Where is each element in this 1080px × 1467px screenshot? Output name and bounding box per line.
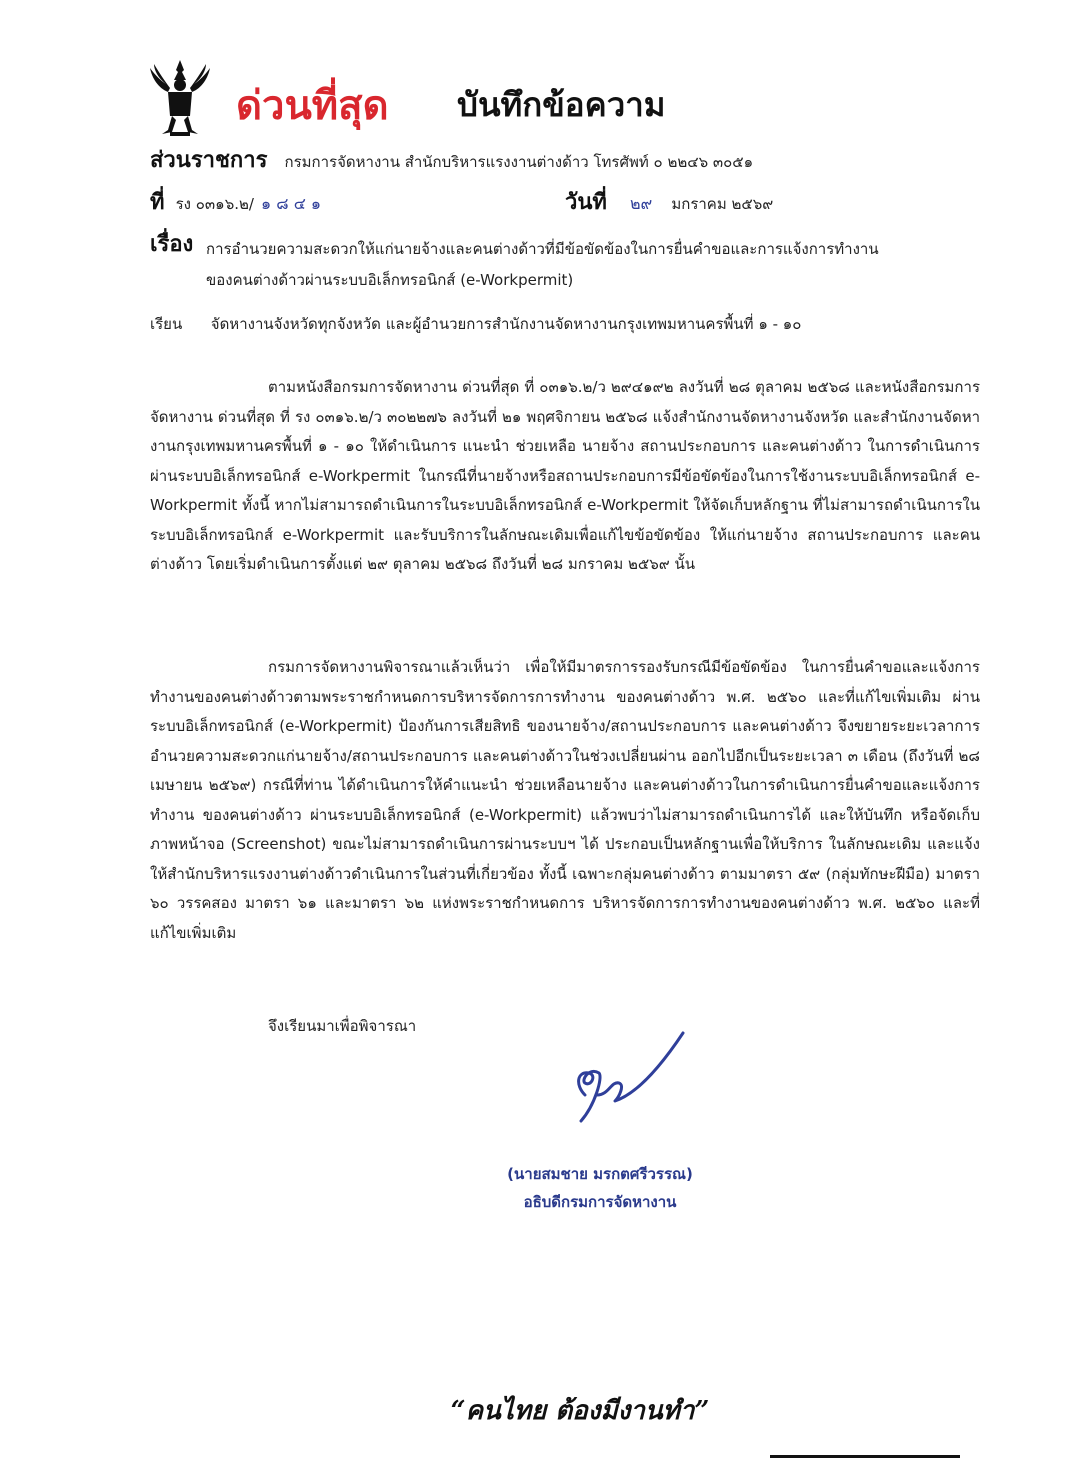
document-type-title: บันทึกข้อความ: [457, 85, 666, 124]
salutation-row: [150, 312, 801, 336]
signature-mark: [545, 1025, 705, 1135]
date-day: ๒๙: [630, 194, 653, 213]
reference-prefix: รง ๐๓๑๖.๒/: [175, 195, 254, 213]
garuda-emblem-icon: [148, 58, 212, 138]
signer-name: (นายสมชาย มรกตศรีวรรณ): [507, 1165, 693, 1183]
date-month-year: มกราคม ๒๕๖๙: [671, 195, 774, 213]
urgency-stamp: ด่วนที่สุด: [236, 82, 389, 129]
salutation-label: เรียน: [150, 315, 183, 333]
agency-label: ส่วนราชการ: [150, 148, 268, 173]
date-row: [565, 192, 773, 214]
reference-label: ที่: [150, 190, 165, 215]
date-label: วันที่: [565, 190, 607, 215]
subject-line-1: การอำนวยความสะดวกให้แก่นายจ้างและคนต่างด้าวที่มีข้อขัดข้องในการยื่นคำขอและการแจ้งการทำงาน: [206, 240, 879, 258]
subject-label-row: [150, 234, 193, 256]
subject-label: เรื่อง: [150, 232, 194, 257]
body-paragraph-2: กรมการจัดหางานพิจารณาแล้วเห็นว่า เพื่อให้มีมาตรการรองรับกรณีมีข้อขัดข้อง ในการยื่นคำขอและแจ้งการทำงานของคนต่างด้าวตามพระราชกำหนดการบริหารจัดการการทำงาน ของคนต่างด้าว พ.ศ. ๒๕๖๐ และที่แก้ไขเพิ่มเติม ผ่านระบบอิเล็กทรอนิกส์ (e-Workpermit) ป้องกันการเสียสิทธิ ของนายจ้าง/สถานประกอบการ และคนต่างด้าว จึงขยายระยะเวลาการอำนวยความสะดวกแก่นายจ้าง/สถานประกอบการ และคนต่างด้าวในช่วงเปลี่ยนผ่าน ออกไปอีกเป็นระยะเวลา ๓ เดือน (ถึงวันที่ ๒๘ เมษายน ๒๕๖๙) กรณีที่ท่าน ได้ดำเนินการให้คำแนะนำ ช่วยเหลือนายจ้าง และคนต่างด้าวในการดำเนินการยื่นคำขอและแจ้งการทำงาน ของคนต่างด้าว ผ่านระบบอิเล็กทรอนิกส์ (e-Workpermit) แล้วพบว่าไม่สามารถดำเนินการได้ และให้บันทึก หรือจัดเก็บภาพหน้าจอ (Screenshot) ขณะไม่สามารถดำเนินการผ่านระบบฯ ได้ ประกอบเป็นหลักฐานเพื่อให้บริการ ในลักษณะเดิม และแจ้งให้สำนักบริหารแรงงานต่างด้าวดำเนินการในส่วนที่เกี่ยวข้อง ทั้งนี้ เฉพาะกลุ่มคนต่างด้าว ตามมาตรา ๕๙ (กลุ่มทักษะฝีมือ) มาตรา ๖๐ วรรคสอง มาตรา ๖๑ และมาตรา ๖๒ แห่งพระราชกำหนดการ บริหารจัดการการทำงานของคนต่างด้าว พ.ศ. ๒๕๖๐ และที่แก้ไขเพิ่มเติม: [150, 658, 980, 942]
reference-row: [150, 192, 321, 214]
closing-line: จึงเรียนมาเพื่อพิจารณา: [268, 1017, 417, 1035]
subject-line-2: ของคนต่างด้าวผ่านระบบอิเล็กทรอนิกส์ (e-Workpermit): [206, 271, 574, 289]
salutation-value: จัดหางานจังหวัดทุกจังหวัด และผู้อำนวยการสำนักงานจัดหางานกรุงเทพมหานครพื้นที่ ๑ - ๑๐: [210, 315, 802, 333]
agency-row: [150, 150, 753, 172]
footer-slogan: “คนไทย ต้องมีงานทำ”: [450, 1396, 710, 1426]
agency-value: กรมการจัดหางาน สำนักบริหารแรงงานต่างด้าว โทรศัพท์ ๐ ๒๒๔๖ ๓๐๕๑: [284, 153, 754, 171]
body-paragraph-1: ตามหนังสือกรมการจัดหางาน ด่วนที่สุด ที่ ๐๓๑๖.๒/ว ๒๙๔๑๙๒ ลงวันที่ ๒๘ ตุลาคม ๒๕๖๘ และหนังสือกรมการจัดหางาน ด่วนที่สุด ที่ รง ๐๓๑๖.๒/ว ๓๐๒๒๗๖ ลงวันที่ ๒๑ พฤศจิกายน ๒๕๖๘ แจ้งสำนักงานจัดหางานจังหวัด และสำนักงานจัดหางานกรุงเทพมหานครพื้นที่ ๑ - ๑๐ ให้ดำเนินการ แนะนำ ช่วยเหลือ นายจ้าง สถานประกอบการ และคนต่างด้าว ในการดำเนินการผ่านระบบอิเล็กทรอนิกส์ e-Workpermit ในกรณีที่นายจ้างหรือสถานประกอบการมีข้อขัดข้องในการใช้งานระบบอิเล็กทรอนิกส์ e-Workpermit ทั้งนี้ หากไม่สามารถดำเนินการในระบบอิเล็กทรอนิกส์ e-Workpermit ให้จัดเก็บหลักฐาน ที่ไม่สามารถดำเนินการในระบบอิเล็กทรอนิกส์ e-Workpermit และรับบริการในลักษณะเดิมเพื่อแก้ไขข้อขัดข้อง ให้แก่นายจ้าง สถานประกอบการ และคนต่างด้าว โดยเริ่มดำเนินการตั้งแต่ ๒๙ ตุลาคม ๒๕๖๘ ถึงวันที่ ๒๘ มกราคม ๒๕๖๙ นั้น: [150, 378, 980, 573]
signer-block: [440, 1160, 760, 1216]
subject-text: [206, 234, 1006, 296]
signer-position: อธิบดีกรมการจัดหางาน: [523, 1193, 677, 1211]
reference-number: ๑ ๘ ๔ ๑: [261, 194, 322, 213]
corner-divider: [770, 1455, 960, 1458]
